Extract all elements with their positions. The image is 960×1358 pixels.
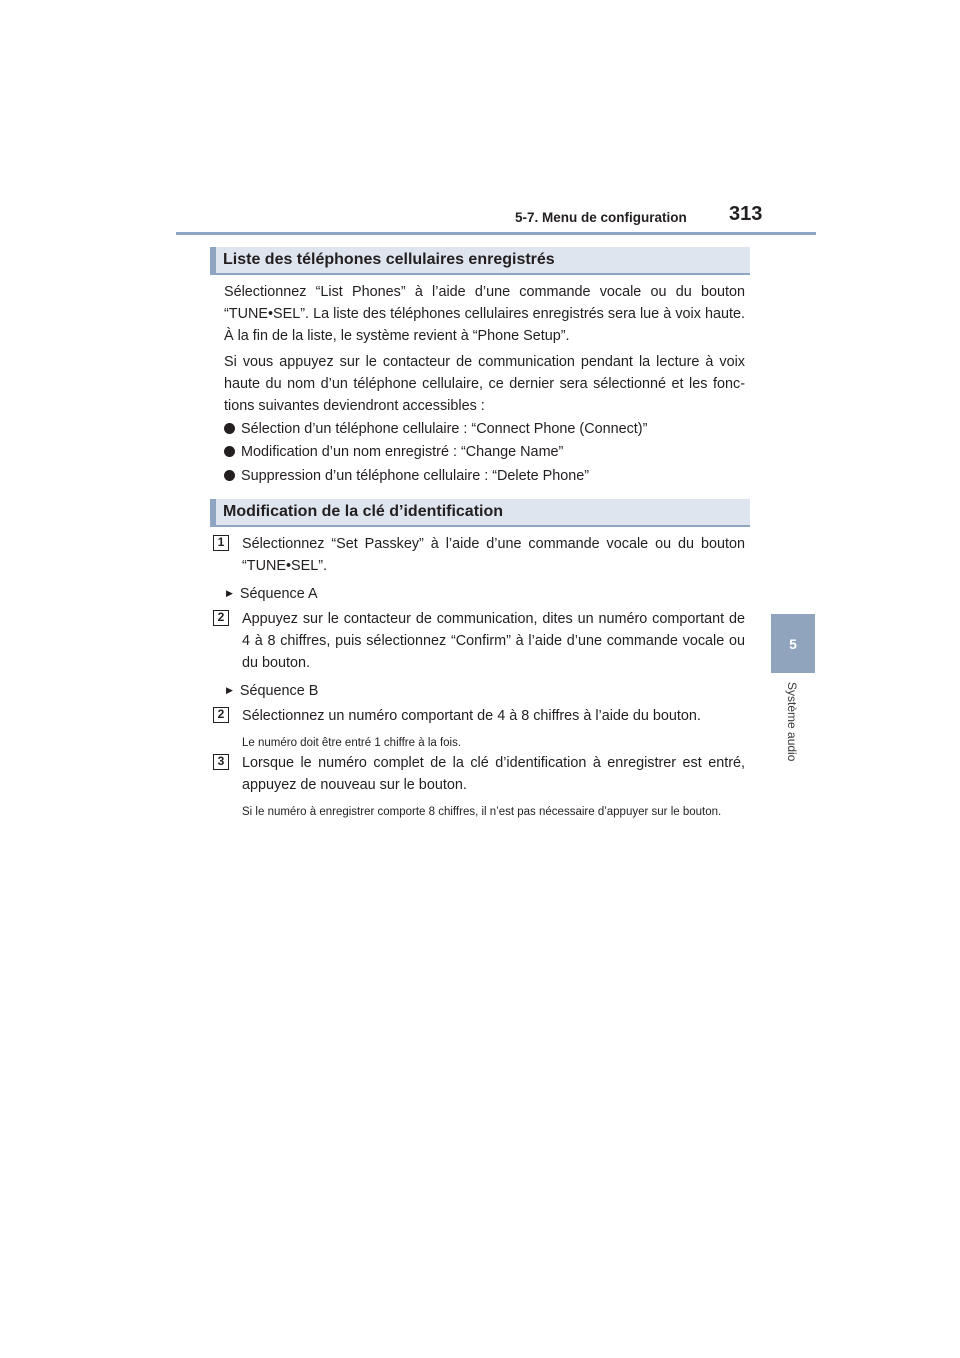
sequence-a-label	[226, 582, 318, 605]
chapter-tab	[771, 614, 815, 673]
section-heading-passkey	[210, 499, 750, 527]
bullet-item	[224, 441, 563, 463]
step-number-2a: 2	[213, 610, 229, 626]
paragraph-selection: Si vous appuyez sur le contacteur de communication pendant la lecture à voix haute du nom d’un téléphone cellulaire, ce dernier sera sélectionné et les fonc-tions suivantes deviendront accessibles :	[224, 354, 745, 414]
sequence-b-label	[226, 679, 318, 702]
paragraph-list-phones: Sélectionnez “List Phones” à l’aide d’une commande vocale ou du bouton “TUNE•SEL”. La liste des téléphones cellulaires enregistrés sera lue à voix haute. À la fin de la liste, le système revient à “Phone Setup”.	[224, 284, 745, 344]
section-heading-text: Modification de la clé d’identification	[223, 503, 504, 520]
chapter-title: 5-7. Menu de configuration	[515, 210, 687, 225]
triangle-right-icon: ▶	[226, 588, 233, 598]
chapter-tab-number: 5	[789, 635, 797, 652]
bullet-dot-icon	[224, 470, 235, 481]
bullet-item	[224, 418, 647, 440]
bullet-dot-icon	[224, 423, 235, 434]
header-rule	[176, 232, 816, 235]
step-number-3: 3	[213, 754, 229, 770]
triangle-right-icon: ▶	[226, 685, 233, 695]
note-one-digit: Le numéro doit être entré 1 chiffre à la fois.	[242, 737, 462, 749]
step-3-text: Lorsque le numéro complet de la clé d’identification à enregistrer est entré, appuyez de nouveau sur le bouton.	[242, 755, 745, 793]
step-number-1: 1	[213, 535, 229, 551]
chapter-tab-label: Système audio	[785, 682, 799, 762]
sequence-a-text: Séquence A	[239, 586, 318, 602]
section-heading-text: Liste des téléphones cellulaires enregistrés	[223, 251, 555, 268]
step-2b-text: Sélectionnez un numéro comportant de 4 à 8 chiffres à l’aide du bouton.	[242, 708, 701, 724]
bullet-text: Modification d’un nom enregistré : “Change Name”	[241, 444, 564, 460]
bullet-text: Sélection d’un téléphone cellulaire : “Connect Phone (Connect)”	[241, 421, 648, 437]
step-number-2b: 2	[213, 707, 229, 723]
sequence-b-text: Séquence B	[239, 683, 319, 699]
page-number: 313	[729, 203, 763, 225]
step-1-text: Sélectionnez “Set Passkey” à l’aide d’une commande vocale ou du bouton “TUNE•SEL”.	[242, 536, 745, 574]
section-heading-registered-phones	[210, 247, 750, 275]
bullet-dot-icon	[224, 446, 235, 457]
step-2a-text: Appuyez sur le contacteur de communication, dites un numéro comportant de 4 à 8 chiffres, puis sélectionnez “Confirm” à l’aide d’une commande vocale ou du bouton.	[242, 611, 745, 671]
bullet-item	[224, 465, 589, 487]
note-eight-digits: Si le numéro à enregistrer comporte 8 chiffres, il n’est pas nécessaire d’appuyer sur le bouton.	[242, 806, 722, 818]
bullet-text: Suppression d’un téléphone cellulaire : “Delete Phone”	[241, 468, 589, 484]
